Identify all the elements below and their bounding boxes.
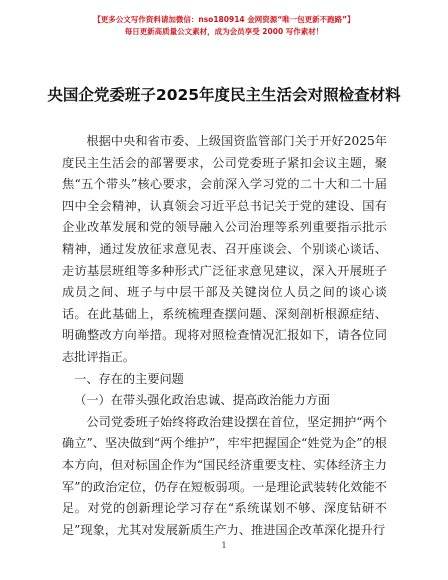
promo-banner-line-2: 每日更新高质量公文素材，成为会员享受 2000 写作素材！ bbox=[124, 27, 324, 36]
page-number: 1 bbox=[221, 541, 227, 550]
section-heading: 一、存在的主要问题 bbox=[74, 371, 184, 386]
intro-paragraph: 根据中央和省市委、上级国资监管部门关于开好2025年度民主生活会的部署要求，公司党委班子紧扣会议主题，聚焦“五个带头”核心要求，会前深入学习党的二十大和二十届四中全会精神，认真领会习近平总书记关于党的建设、国有企业改革发展和党的领导融入公司治理等系列重要指示批示精神，通过发放征求意见表、召开座谈会、个别谈心谈话、走访基层班组等多种形式广泛征求意见建议，深入开展班子成员之间、班子与中层干部及关键岗位人员之间的谈心谈话。在此基础上，系统梳理查摆问题、深刻剖析根源症结、明确整改方向举措。现将对照检查情况汇报如下，请各位同志批评指正。 bbox=[62, 134, 387, 364]
body-paragraph: 公司党委班子始终将政治建设摆在首位，坚定拥护“两个确立”、坚决做到“两个维护”，牢牢把握国企“姓党为企”的根本方向，但对标国企作为“国民经济重要支柱、实体经济主力军”的政治定位，仍存在短板弱项。一是理论武装转化效能不足。对党的创新理论学习存在“系统谋划不够、深度钻研不足”现象，尤其对发展新质生产力、推进国企改革深化提升行 bbox=[62, 414, 387, 537]
document-body bbox=[62, 131, 387, 541]
subsection-heading: （一）在带头强化政治忠诚、提高政治能力方面 bbox=[74, 393, 331, 408]
promo-banner bbox=[0, 14, 448, 38]
promo-banner-line-1: 【更多公文写作资料请加微信：nso180914 金网资源“唯一包更新不跑路”】 bbox=[93, 15, 355, 24]
document-title: 央国企党委班子2025年度民主生活会对照检查材料 bbox=[47, 86, 401, 104]
